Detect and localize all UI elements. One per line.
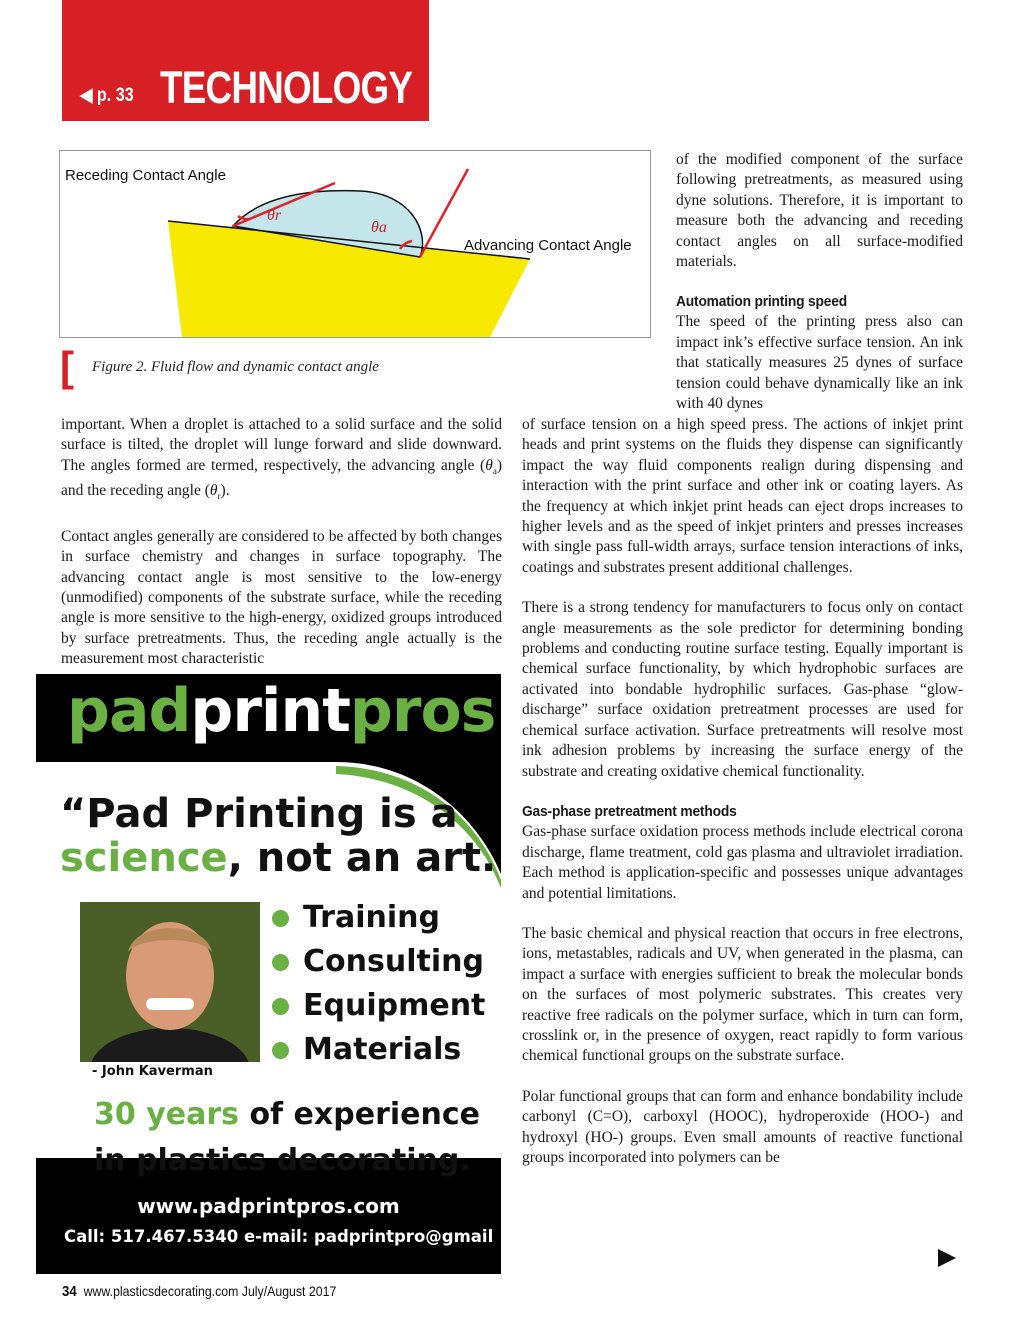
theta-r-label: θr <box>267 207 282 224</box>
figure-caption: Figure 2. Fluid flow and dynamic contact angle <box>92 359 379 375</box>
receding-label: Receding Contact Angle <box>65 167 226 184</box>
automation-heading: Automation printing speed <box>676 293 847 310</box>
advancing-label: Advancing Contact Angle <box>464 237 632 254</box>
experience-tagline: 30 years of experience in plastics decorating. <box>94 1097 480 1178</box>
ad-byline: - John Kaverman <box>92 1064 213 1079</box>
advancing-tangent-line <box>420 169 468 257</box>
page-footer <box>62 1283 336 1300</box>
continue-arrow-icon[interactable] <box>938 1249 956 1267</box>
ad-contact-info[interactable]: Call: 517.467.5340 e-mail: padprintpro@gmail <box>64 1227 494 1246</box>
gas-phase-paragraph: Gas-phase surface oxidation process methods include electrical corona discharge, flame treatment, cold gas plasma and ultraviolet irradiation. Each method is application-specific and possesses unique advantages and potential limitations. <box>522 823 963 902</box>
left-column <box>61 415 502 690</box>
previous-page-ref[interactable]: ◀ p. 33 <box>80 85 134 106</box>
caption-bracket: [ <box>60 343 74 390</box>
automation-paragraph-cont: of surface tension on a high speed press. The actions of inkjet print heads and print systems on the fluids they dispense can significantly impact the way fluid components realign during dispensing and interaction with the print surface and other ink or coating layers. As the frequency at which inkjet print heads can eject drops increases to higher levels and as the speed of inkjet printers and presses increases with single pass full-width arrays, surface tension interactions of inks, coatings and substrates present additional challenges. <box>522 416 963 576</box>
services-list <box>272 896 485 1072</box>
ad-website-link[interactable]: www.padprintpros.com <box>137 1194 400 1218</box>
droplet-paragraph: important. When a droplet is attached to a solid surface and the solid surface is tilted, the droplet will lunge forward and slide downward. The angles formed are termed, respectively, the advancing angle $(\theta_a)$ and the receding angle $(\theta_r)$. <box>61 416 502 502</box>
contact-angle-figure <box>59 150 651 338</box>
section-title: TECHNOLOGY <box>160 62 413 113</box>
section-header <box>62 0 429 121</box>
list-item: Training <box>272 896 485 940</box>
right-column-top <box>676 150 963 292</box>
tendency-paragraph: There is a strong tendency for manufacturers to focus only on contact angle measurements as the sole predictor for determining bonding problems and conducting routine surface testing. Equally important is chemical surface functionality, by which hydrophobic surfaces are activated into bondable hydrophilic surfaces. Gas-phase “glow-discharge” surface oxidation pretreatment processes are used for chemical surface activation. Surface pretreatments will resolve most ink adhesion problems by increasing the surface energy of the substrate and creating oxidative chemical functionality. <box>522 599 963 780</box>
footer-text: www.plasticsdecorating.com July/August 2017 <box>83 1283 337 1299</box>
list-item: Equipment <box>272 984 485 1028</box>
automation-paragraph-start: The speed of the printing press also can impact ink’s effective surface tension. An ink that statically measures 25 dynes of surface tension could behave dynamically like an ink with 40 dynes <box>676 313 963 413</box>
padprintpros-ad[interactable] <box>36 674 501 1274</box>
list-item: Materials <box>272 1028 485 1072</box>
ad-logo: padprintpros <box>67 676 496 746</box>
contact-angles-paragraph: Contact angles generally are considered to be affected by both changes in surface chemistry and changes in surface topography. The advancing contact angle is most sensitive to the low-energy (unmodified) components of the substrate surface, while the receding angle is more sensitive to the high-energy, oxidized groups introduced by surface pretreatments. Thus, the receding angle actually is the measurement most characteristic <box>61 527 502 668</box>
gas-phase-heading: Gas-phase pretreatment methods <box>522 802 737 820</box>
paragraph-continued: of the modified component of the surface following pretreatments, as measured using dyne solutions. Therefore, it is important to measure both the advancing and receding contact angles on all surface-modified materials. <box>676 151 963 271</box>
right-column <box>522 415 963 1188</box>
ad-quote: “Pad Printing is a science, not an art. <box>60 791 497 881</box>
portrait-photo <box>80 902 260 1062</box>
polar-groups-paragraph: Polar functional groups that can form and enhance bondability include carbonyl (C=O), carboxyl (HOOC), hydroperoxide (HOO-) and hydroxyl (HO-) groups. Even small amounts of reactive functional groups incorporated into polymers can be <box>522 1087 963 1166</box>
list-item: Consulting <box>272 940 485 984</box>
automation-section <box>676 292 963 414</box>
basic-reaction-paragraph: The basic chemical and physical reaction that occurs in free electrons, ions, metastables, radicals and UV, when generated in the plasma, can impact a surface with energies sufficient to break the molecular bonds on the surfaces of most polymeric substrates. This creates very reactive free radicals on the polymer surface, which in turn can form, crosslink or, in the presence of oxygen, react rapidly to form various chemical functional groups on the substrate surface. <box>522 924 963 1065</box>
theta-a-label: θa <box>371 219 387 236</box>
page-number: 34 <box>62 1283 77 1300</box>
